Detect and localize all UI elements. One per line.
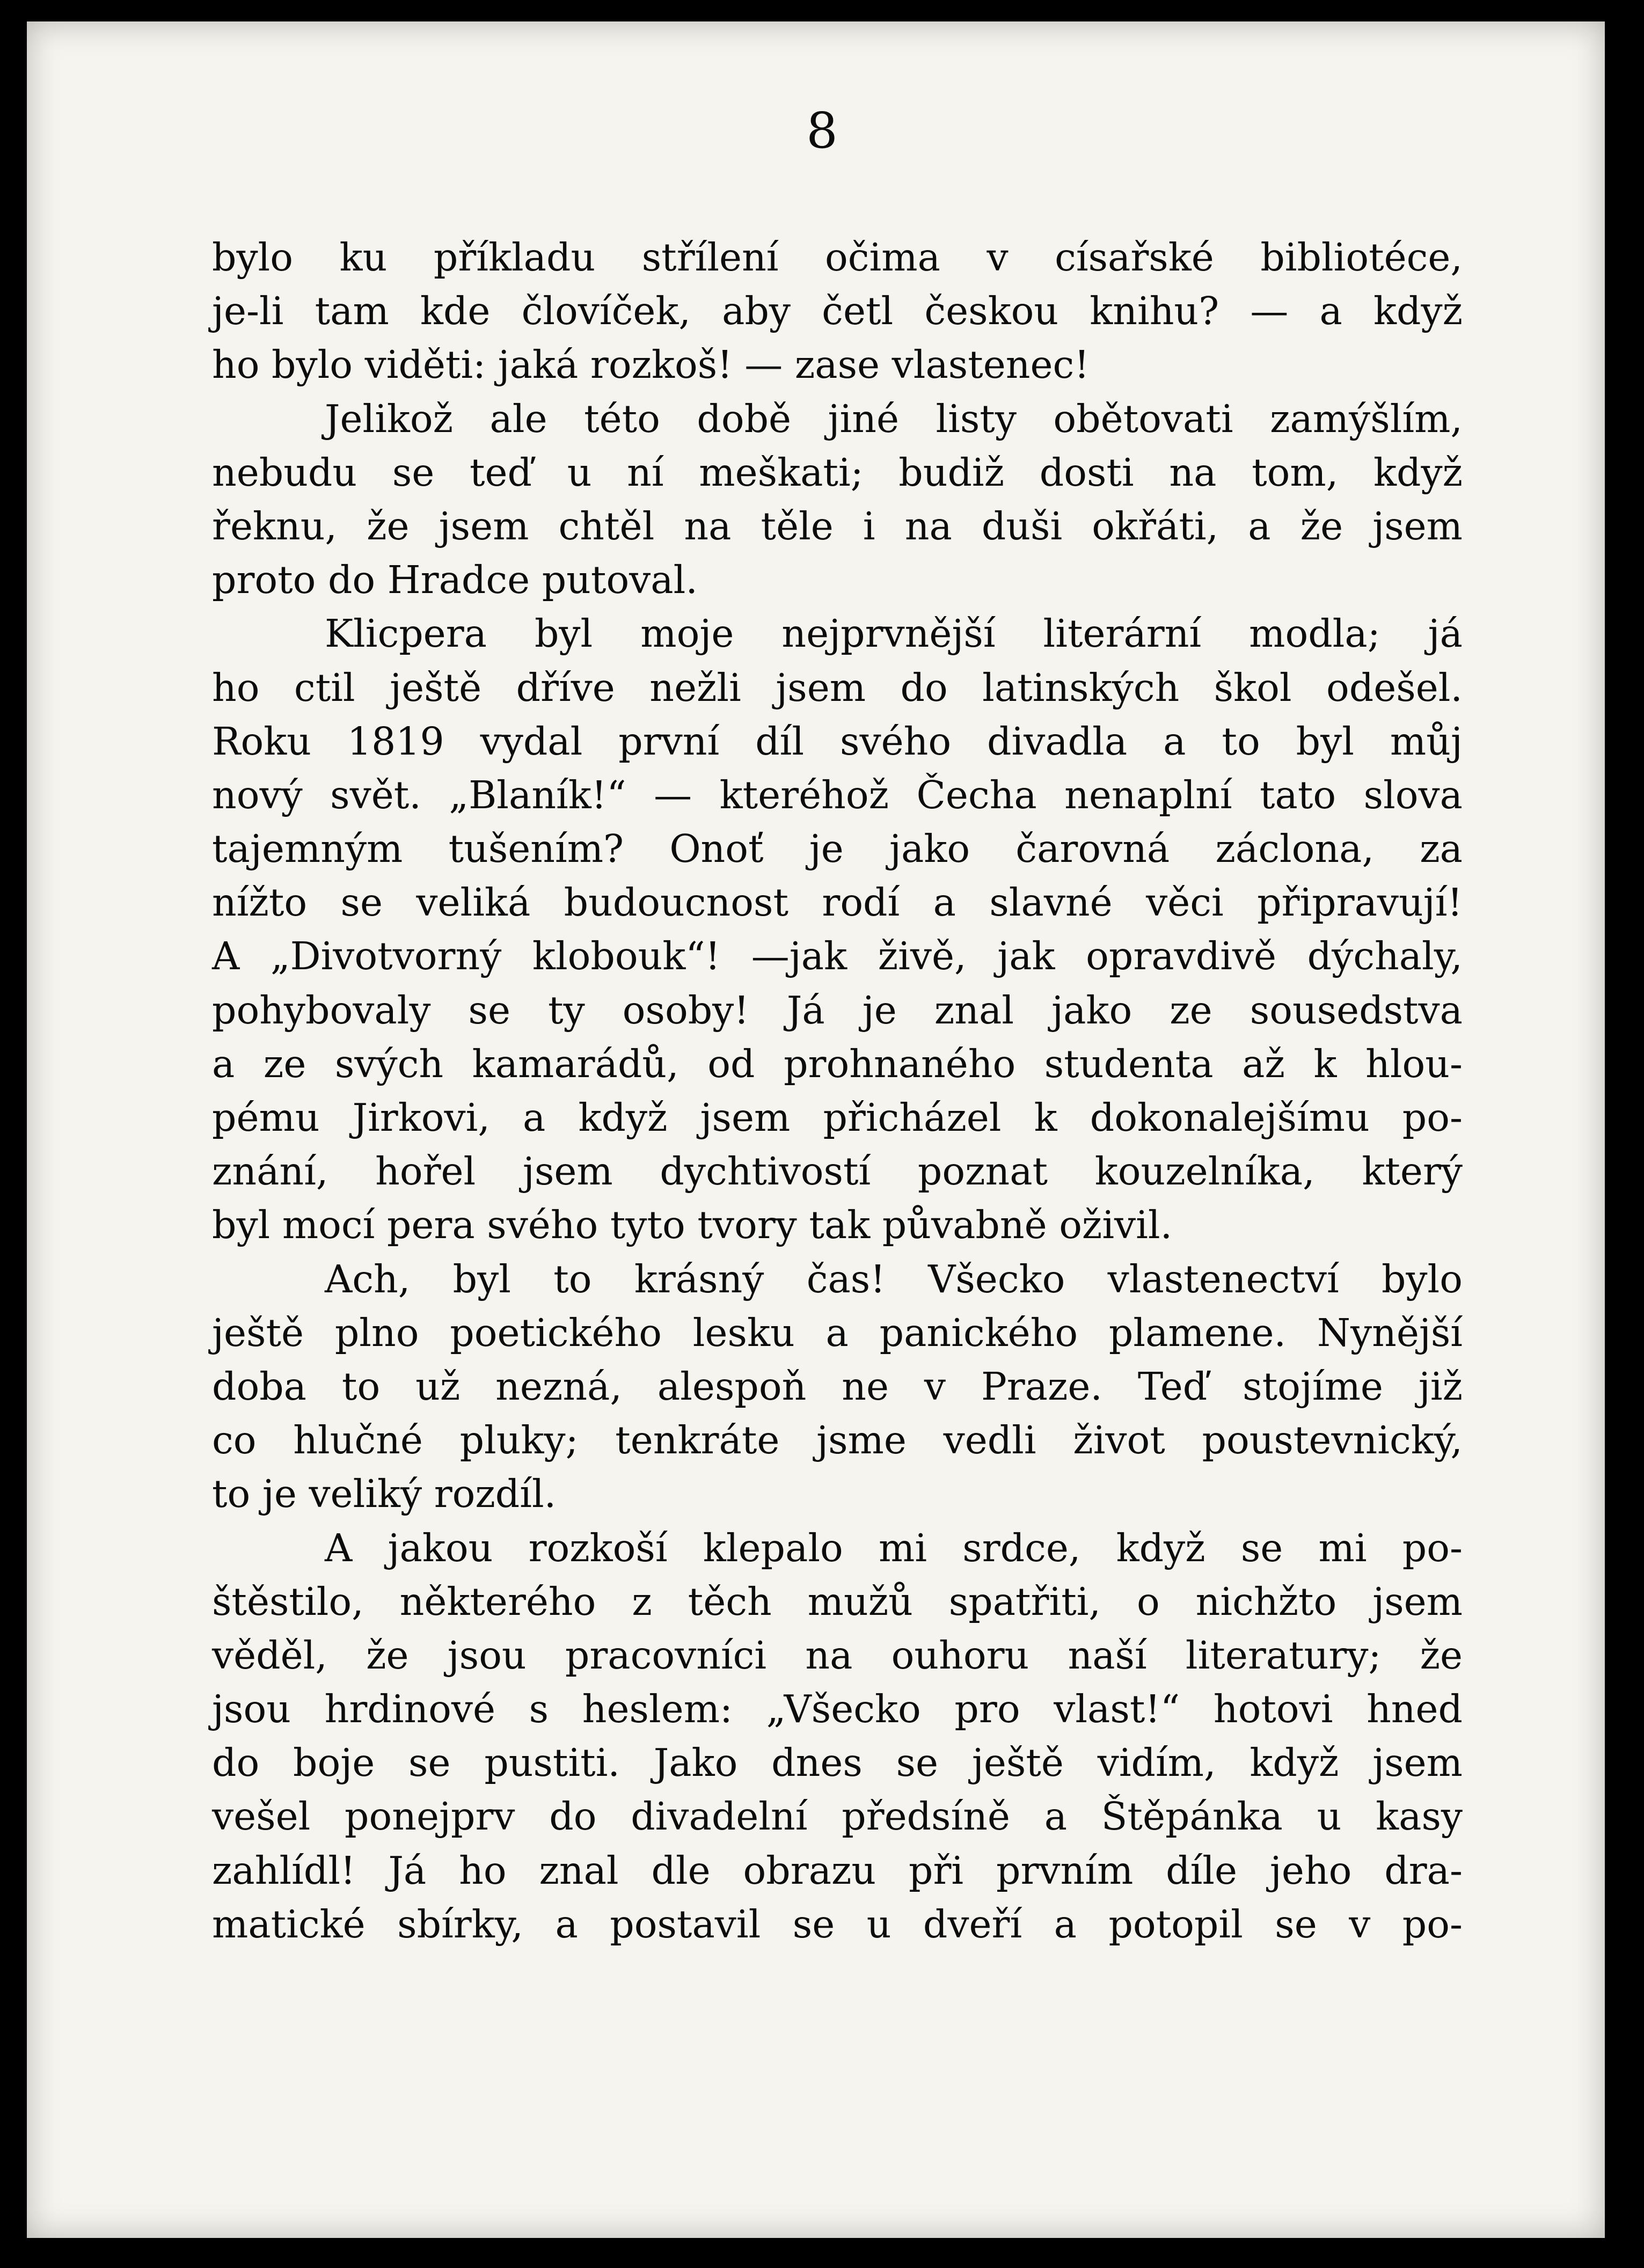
text-line: matické sbírky, a postavil se u dveří a potopil se v po- <box>212 1901 1463 1947</box>
page-number: 8 <box>806 102 838 159</box>
text-line: Jelikož ale této době jiné listy obětovati zamýšlím, <box>325 396 1463 441</box>
text-line: štěstilo, některého z těch mužů spatřiti, o nichžto jsem <box>212 1579 1463 1624</box>
text-line: je-li tam kde človíček, aby četl českou knihu? — a když <box>212 289 1463 334</box>
text-line: ho bylo viděti: jaká rozkoš! — zase vlastenec! <box>212 342 1090 387</box>
text-line: bylo ku příkladu střílení očima v císařské bibliotéce, <box>212 235 1463 280</box>
text-line: A jakou rozkoší klepalo mi srdce, když se mi po- <box>325 1525 1463 1570</box>
text-line: pému Jirkovi, a když jsem přicházel k dokonalejšímu po- <box>212 1095 1463 1140</box>
text-line: znání, hořel jsem dychtivostí poznat kouzelníka, který <box>212 1149 1463 1194</box>
text-line: Roku 1819 vydal první díl svého divadla a to byl můj <box>212 719 1463 764</box>
text-line: co hlučné pluky; tenkráte jsme vedli život poustevnický, <box>212 1418 1463 1463</box>
body-text <box>212 231 1463 1951</box>
text-line: Klicpera byl moje nejprvnější literární modla; já <box>325 611 1463 656</box>
text-line: proto do Hradce putoval. <box>212 558 698 603</box>
text-line: pohybovaly se ty osoby! Já je znal jako ze sousedstva <box>212 987 1463 1033</box>
text-line: jsou hrdinové s heslem: „Všecko pro vlast!“ hotovi hned <box>212 1687 1463 1732</box>
text-line: a ze svých kamarádů, od prohnaného studenta až k hlou- <box>212 1041 1463 1086</box>
text-line: byl mocí pera svého tyto tvory tak půvabně oživil. <box>212 1203 1173 1248</box>
text-line: ho ctil ještě dříve nežli jsem do latinských škol odešel. <box>212 665 1463 710</box>
text-line: nebudu se teď u ní meškati; budiž dosti na tom, když <box>212 450 1463 495</box>
text-line: nížto se veliká budoucnost rodí a slavné věci připravují! <box>212 880 1463 925</box>
text-line: ještě plno poetického lesku a panického plamene. Nynější <box>212 1310 1463 1355</box>
text-line: to je veliký rozdíl. <box>212 1472 557 1517</box>
text-line: A „Divotvorný klobouk“! —jak živě, jak opravdivě dýchaly, <box>212 934 1463 979</box>
text-line: nový svět. „Blaník!“ — kteréhož Čecha nenaplní tato slova <box>212 772 1463 817</box>
text-line: řeknu, že jsem chtěl na těle i na duši okřáti, a že jsem <box>212 503 1463 548</box>
text-line: věděl, že jsou pracovníci na ouhoru naší literatury; že <box>212 1633 1463 1678</box>
text-line: tajemným tušením? Onoť je jako čarovná záclona, za <box>212 826 1463 872</box>
text-line: vešel ponejprv do divadelní předsíně a Štěpánka u kasy <box>212 1794 1463 1839</box>
text-line: Ach, byl to krásný čas! Všecko vlastenectví bylo <box>325 1256 1463 1301</box>
text-line: doba to už nezná, alespoň ne v Praze. Teď stojíme již <box>212 1364 1463 1409</box>
text-line: zahlídl! Já ho znal dle obrazu při prvním díle jeho dra- <box>212 1848 1463 1893</box>
text-line: do boje se pustiti. Jako dnes se ještě vidím, když jsem <box>212 1740 1463 1786</box>
